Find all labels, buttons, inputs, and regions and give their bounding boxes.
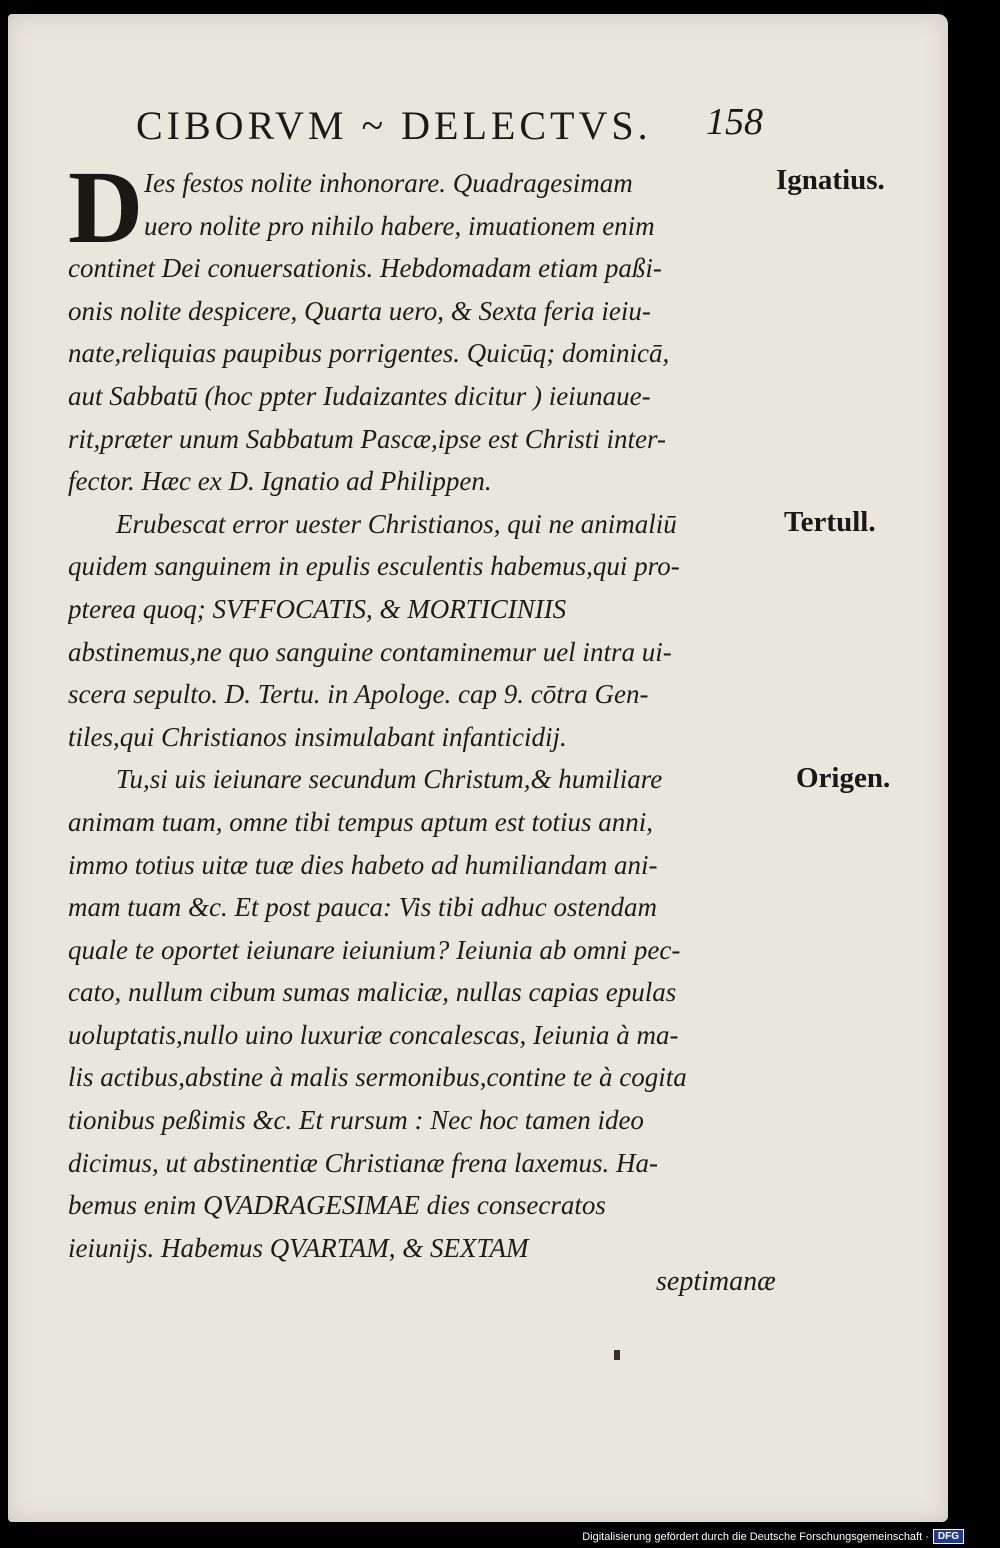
text-line: Tu,si uis ieiunare secundum Christum,& humiliare [116, 764, 663, 795]
text-line: bemus enim QVADRAGESIMAE dies consecratos [68, 1190, 606, 1221]
text-line: onis nolite despicere, Quarta uero, & Sexta feria ieiu- [68, 295, 651, 326]
margin-note-tertull: Tertull. [784, 506, 876, 538]
text-line: immo totius uitæ tuæ dies habeto ad humiliandam ani- [68, 849, 658, 880]
text-line: uero nolite pro nihilo habere, imuationem enim [144, 210, 655, 241]
text-line: Ies festos nolite inhonorare. Quadragesimam [144, 168, 633, 198]
text-line: aut Sabbatū (hoc ppter Iudaizantes dicitur ) ieiunaue- [68, 380, 651, 411]
text-line: continet Dei conuersationis. Hebdomadam etiam paßi- [68, 253, 662, 284]
running-title: CIBORVM ~ DELECTVS. [136, 103, 652, 148]
text-line: quale te oportet ieiunare ieiunium? Ieiunia ab omni pec- [68, 934, 681, 965]
text-line: lis actibus,abstine à malis sermonibus,contine te à cogita [68, 1062, 687, 1093]
text-line: fector. Hæc ex D. Ignatio ad Philippen. [68, 466, 492, 497]
text-line: quidem sanguinem in epulis esculentis habemus,qui pro- [68, 551, 680, 582]
drop-cap: D [68, 150, 144, 265]
text-line: mam tuam &c. Et post pauca: Vis tibi adhuc ostendam [68, 892, 657, 923]
paragraph-1 [68, 150, 778, 503]
text-line: rit,præter unum Sabbatum Pascæ,ipse est Christi inter- [68, 423, 666, 454]
text-line: animam tuam, omne tibi tempus aptum est totius anni, [68, 806, 653, 837]
text-line: uoluptatis,nullo uino luxuriæ concalescas, Ieiunia à ma- [68, 1019, 679, 1050]
text-line: Erubescat error uester Christianos, qui ne animaliū [116, 508, 677, 539]
text-line: cato, nullum cibum sumas maliciæ, nullas capias epulas [68, 977, 677, 1008]
digitization-credit [582, 1529, 964, 1544]
text-line: nate,reliquias paupibus porrigentes. Quicūq; dominicā, [68, 338, 670, 369]
margin-note-origen: Origen. [796, 762, 891, 794]
text-line: dicimus, ut abstinentiæ Christianæ frena laxemus. Ha- [68, 1147, 658, 1178]
text-line: ieiunijs. Habemus QVARTAM, & SEXTAM [68, 1232, 529, 1263]
text-line: pterea quoq; SVFFOCATIS, & MORTICINIIS [68, 593, 567, 624]
book-page [8, 14, 948, 1522]
dfg-logo: DFG [933, 1529, 964, 1544]
text-line: tionibus peßimis &c. Et rursum : Nec hoc tamen ideo [68, 1105, 644, 1136]
credit-text: Digitalisierung gefördert durch die Deutsche Forschungsgemeinschaft · [582, 1530, 929, 1543]
ink-speck [614, 1350, 620, 1360]
page-number: 158 [706, 101, 763, 143]
main-text [68, 150, 778, 1269]
catchword: septimanæ [656, 1266, 776, 1297]
margin-note-ignatius: Ignatius. [776, 164, 885, 196]
paragraph-2 [68, 503, 778, 759]
text-line: scera sepulto. D. Tertu. in Apologe. cap 9. cōtra Gen- [68, 679, 649, 710]
page-header [8, 94, 948, 154]
paragraph-3 [68, 758, 778, 1269]
text-line: abstinemus,ne quo sanguine contaminemur uel intra ui- [68, 636, 672, 667]
text-line: tiles,qui Christianos insimulabant infanticidij. [68, 721, 567, 752]
